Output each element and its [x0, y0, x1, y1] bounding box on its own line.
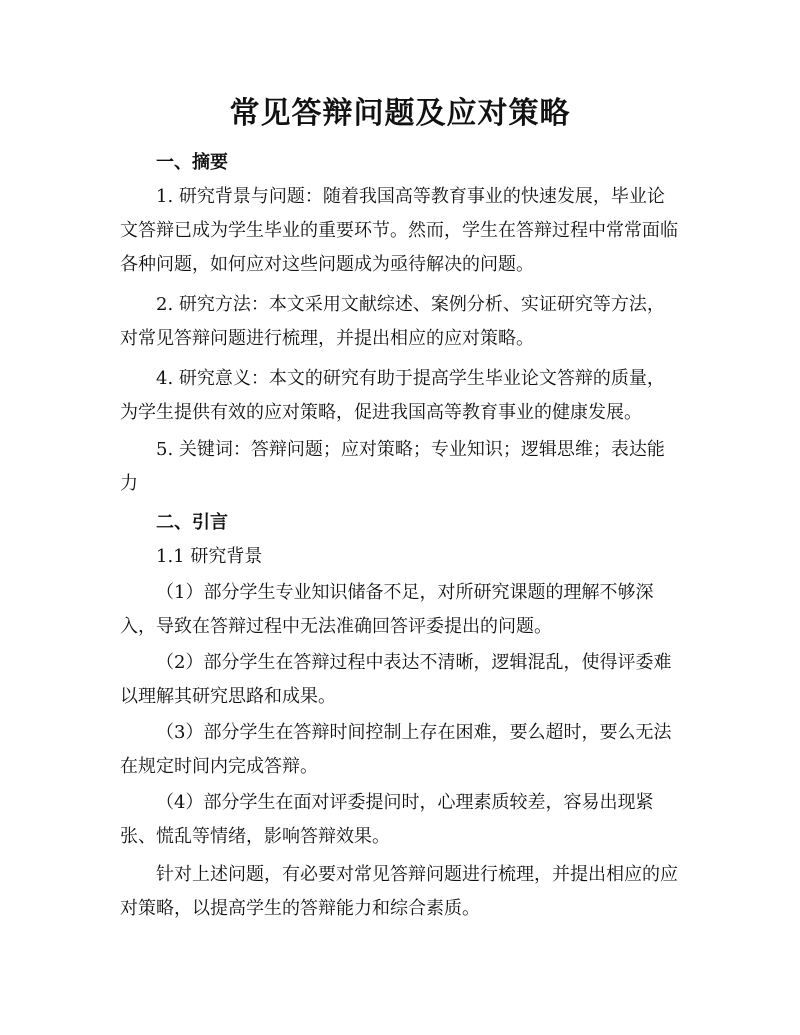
page-title: 常见答辩问题及应对策略 — [229, 96, 571, 131]
section-heading-abstract: 一、摘要 — [156, 152, 228, 173]
subsection-heading-background: 1.1 研究背景 — [156, 546, 263, 567]
introduction-conclusion: 针对上述问题，有必要对常见答辩问题进行梳理，并提出相应的应对策略，以提高学生的答辩能力和综合素质。 — [120, 864, 678, 919]
background-item-3: （3）部分学生在答辩时间控制上存在困难，要么超时，要么无法在规定时间内完成答辩。 — [120, 722, 672, 777]
abstract-item-2: 2. 研究方法：本文采用文献综述、案例分析、实证研究等方法，对常见答辩问题进行梳理，并提出相应的应对策略。 — [120, 294, 665, 349]
abstract-item-5-keywords: 5. 关键词：答辩问题；应对策略；专业知识；逻辑思维；表达能力 — [120, 439, 665, 494]
background-item-4: （4）部分学生在面对评委提问时，心理素质较差，容易出现紧张、慌乱等情绪，影响答辩效果。 — [120, 792, 654, 847]
section-heading-introduction: 二、引言 — [156, 512, 228, 533]
background-item-2: （2）部分学生在答辩过程中表达不清晰，逻辑混乱，使得评委难以理解其研究思路和成果。 — [120, 652, 672, 707]
abstract-item-1: 1. 研究背景与问题：随着我国高等教育事业的快速发展，毕业论文答辩已成为学生毕业的重要环节。然而，学生在答辩过程中常常面临各种问题，如何应对这些问题成为亟待解决的问题。 — [120, 186, 678, 275]
abstract-item-4: 4. 研究意义：本文的研究有助于提高学生毕业论文答辩的质量，为学生提供有效的应对策略，促进我国高等教育事业的健康发展。 — [120, 368, 665, 423]
background-item-1: （1）部分学生专业知识储备不足，对所研究课题的理解不够深入，导致在答辩过程中无法准确回答评委提出的问题。 — [120, 582, 654, 637]
